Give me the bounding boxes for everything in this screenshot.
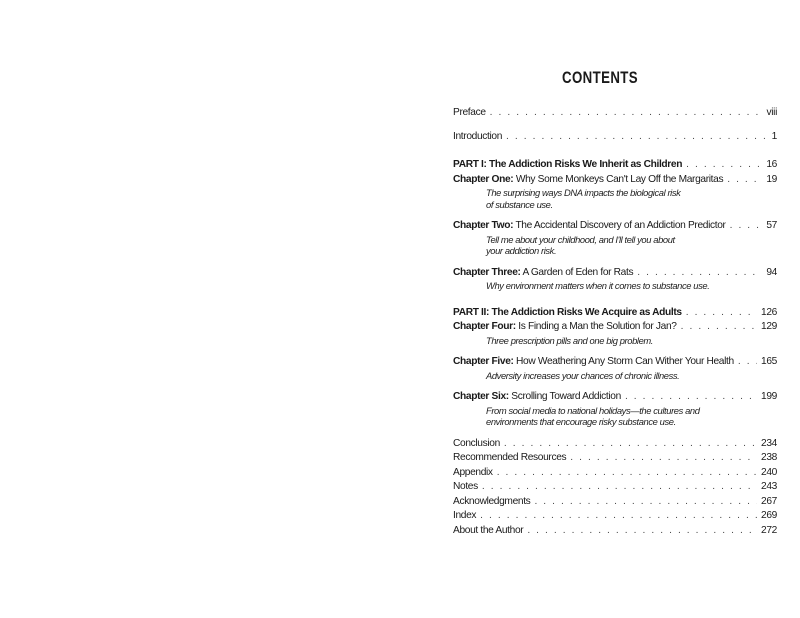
entry-label: PART II: The Addiction Risks We Acquire as Adults [453, 306, 682, 318]
chapter-description: The surprising ways DNA impacts the biological risk of substance use. [486, 187, 681, 210]
page-number: 94 [766, 266, 777, 278]
page-number: 272 [761, 524, 777, 536]
entry-label: Why Some Monkeys Can't Lay Off the Margaritas [515, 173, 724, 185]
dot-leader [482, 480, 757, 495]
chapter-prefix: Chapter Five: [453, 356, 514, 367]
dot-leader [738, 355, 757, 370]
dot-leader [490, 106, 763, 121]
entry-label: Conclusion [453, 437, 500, 449]
page-number: 126 [761, 306, 777, 318]
entry-label: Preface [453, 107, 486, 118]
chapter-prefix: Chapter Six: [453, 391, 509, 402]
toc-entry-chapter-six[interactable] [453, 390, 777, 405]
dot-leader [727, 173, 762, 188]
dot-leader [534, 495, 757, 510]
page-number: 238 [761, 452, 777, 463]
page-number: 267 [761, 495, 777, 507]
chapter-prefix: Chapter Three: [453, 266, 521, 278]
dot-leader [637, 266, 762, 281]
toc-entry-notes[interactable] [453, 480, 777, 495]
chapter-description: Why environment matters when it comes to substance use. [486, 280, 710, 291]
page-title: CONTENTS [561, 68, 639, 87]
toc-entry-part-one[interactable] [453, 158, 777, 173]
entry-label: Scrolling Toward Addiction [511, 391, 621, 402]
toc-entry-chapter-one[interactable] [453, 173, 777, 188]
table-of-contents [453, 106, 777, 538]
toc-entry-preface[interactable] [453, 106, 777, 121]
toc-entry-about-the-author[interactable] [453, 524, 777, 539]
page-number: 129 [761, 321, 777, 332]
dot-leader [625, 390, 757, 405]
page-number: 165 [761, 356, 777, 367]
toc-entry-chapter-four[interactable] [453, 320, 777, 335]
chapter-description: From social media to national holidays—the cultures and environments that encourage risky substance use. [486, 404, 700, 427]
entry-label: PART I: The Addiction Risks We Inherit as Children [453, 159, 683, 170]
toc-entry-part-two[interactable] [453, 306, 777, 321]
page-number: 234 [761, 437, 777, 449]
page-number: 199 [761, 391, 777, 402]
chapter-prefix: Chapter One: [453, 173, 514, 185]
toc-entry-chapter-five[interactable] [453, 355, 777, 370]
chapter-description: Tell me about your childhood, and I'll tell you about your addiction risk. [486, 233, 675, 256]
page-number: viii [766, 107, 777, 118]
chapter-prefix: Chapter Two: [453, 220, 514, 231]
entry-label: Introduction [453, 130, 503, 142]
dot-leader [504, 437, 757, 452]
toc-entry-appendix[interactable] [453, 466, 777, 481]
dot-leader [730, 219, 763, 234]
entry-label: Notes [453, 481, 478, 492]
entry-label: Recommended Resources [453, 452, 567, 463]
page-number: 16 [766, 159, 777, 170]
dot-leader [497, 466, 757, 481]
toc-entry-index[interactable] [453, 509, 777, 524]
dot-leader [480, 509, 757, 524]
entry-label: The Accidental Discovery of an Addiction Predictor [515, 220, 726, 231]
chapter-description: Three prescription pills and one big problem. [486, 334, 653, 346]
page-number: 19 [766, 173, 777, 185]
toc-entry-chapter-three[interactable] [453, 266, 777, 281]
entry-label: A Garden of Eden for Rats [522, 266, 634, 278]
page-number: 269 [761, 510, 777, 521]
dot-leader [681, 320, 757, 335]
entry-label: Appendix [453, 466, 493, 478]
entry-label: About the Author [453, 524, 524, 536]
entry-label: Index [453, 510, 477, 521]
toc-entry-acknowledgments[interactable] [453, 495, 777, 510]
toc-entry-chapter-two[interactable] [453, 219, 777, 234]
toc-entry-introduction[interactable] [453, 130, 777, 145]
chapter-description: Adversity increases your chances of chronic illness. [486, 369, 680, 381]
page-number: 57 [766, 220, 777, 231]
entry-label: Acknowledgments [453, 495, 531, 507]
chapter-prefix: Chapter Four: [453, 321, 516, 332]
toc-entry-conclusion[interactable] [453, 437, 777, 452]
dot-leader [686, 158, 762, 173]
page-number: 243 [761, 481, 777, 492]
entry-label: Is Finding a Man the Solution for Jan? [518, 321, 677, 332]
contents-page [400, 0, 800, 618]
entry-label: How Weathering Any Storm Can Wither Your Health [516, 356, 734, 367]
dot-leader [686, 306, 757, 321]
toc-entry-recommended-resources[interactable] [453, 451, 777, 466]
dot-leader [527, 524, 757, 539]
page-number: 240 [761, 466, 777, 478]
page-number: 1 [771, 130, 777, 142]
dot-leader [506, 130, 768, 145]
dot-leader [570, 451, 757, 466]
